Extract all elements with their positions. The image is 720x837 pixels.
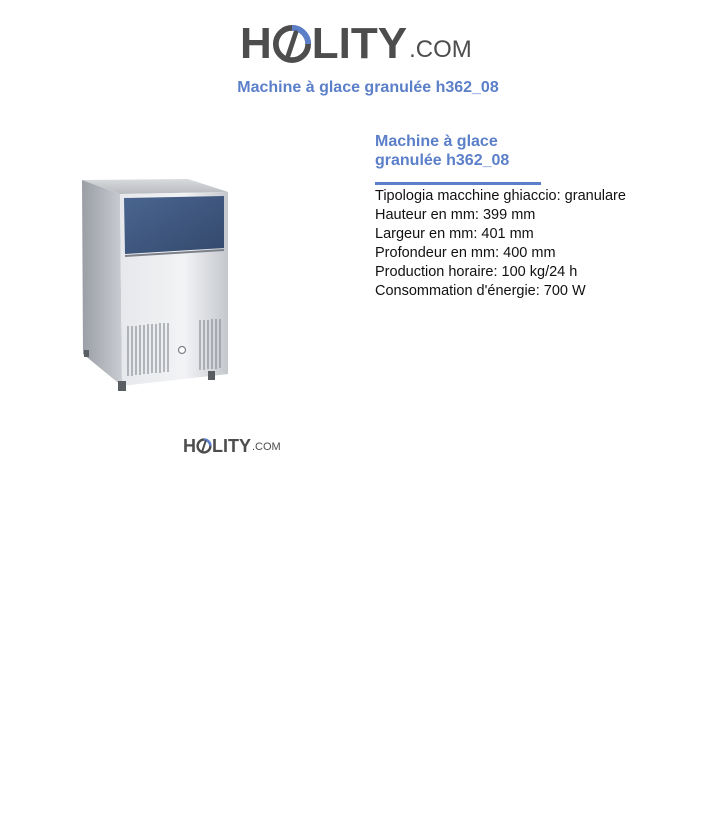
- logo-text-middle: LITY: [212, 436, 251, 456]
- logo-text-suffix: .COM: [409, 36, 472, 63]
- holity-o-logo-icon: [273, 25, 311, 63]
- logo-text-middle: LITY: [311, 19, 408, 68]
- spec-item: Largeur en mm: 401 mm: [375, 226, 534, 242]
- spec-item: Production horaire: 100 kg/24 h: [375, 264, 578, 280]
- holity-logo[interactable]: [240, 14, 482, 66]
- spec-list: [375, 187, 675, 301]
- logo-text-prefix: H: [183, 436, 196, 456]
- spec-item: Hauteur en mm: 399 mm: [375, 207, 536, 223]
- spec-item: Tipologia macchine ghiaccio: granulare: [375, 188, 626, 204]
- title-divider: [375, 182, 541, 185]
- ice-machine-image: [78, 176, 234, 396]
- page-subtitle: Machine à glace granulée h362_08: [237, 79, 499, 96]
- spec-item: Profondeur en mm: 400 mm: [375, 245, 556, 261]
- product-title: Machine à glace granulée h362_08: [375, 133, 510, 169]
- holity-o-logo-icon: [196, 438, 212, 454]
- spec-item: Consommation d'énergie: 700 W: [375, 283, 586, 299]
- logo-text-prefix: H: [240, 19, 272, 68]
- holity-logo-small[interactable]: [183, 431, 283, 455]
- logo-text-suffix: .COM: [252, 441, 281, 453]
- product-details: [375, 132, 675, 301]
